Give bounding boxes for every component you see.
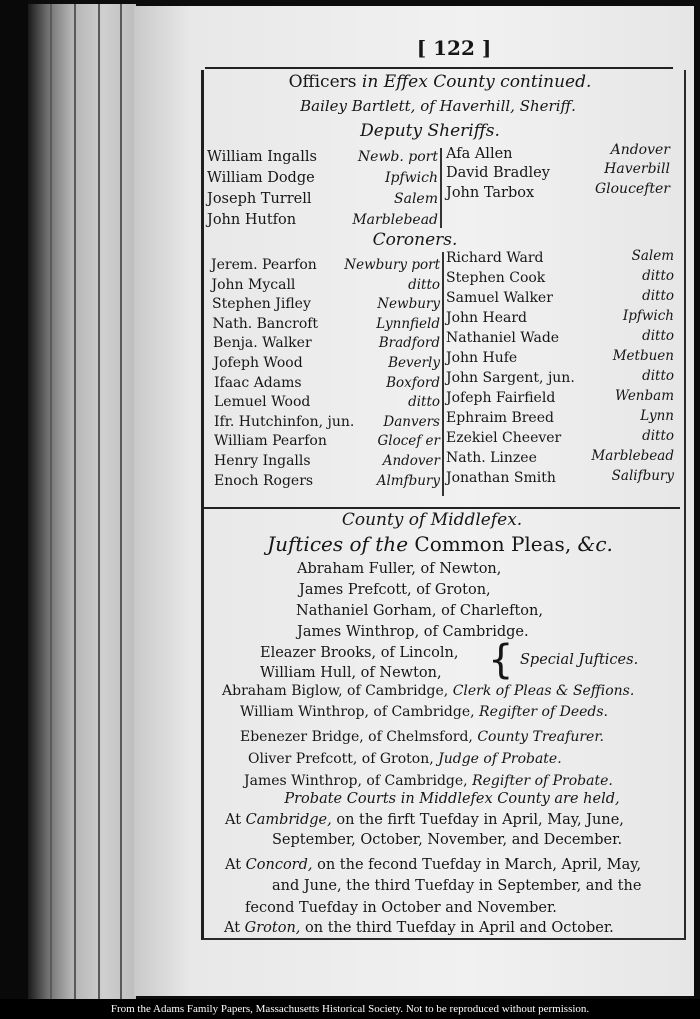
officer-role: Regifter of Deeds. bbox=[479, 704, 608, 720]
officer-name: Oliver Prefcott, of Groton, bbox=[248, 751, 439, 767]
court-line bbox=[272, 878, 641, 894]
justice-1: Abraham Fuller, of Newton, bbox=[297, 561, 502, 577]
deputy-name: John Hutfon bbox=[207, 212, 297, 228]
coroner-name: Ifr. Hutchinfon, jun. bbox=[214, 413, 355, 430]
coroner-place: Metbuen bbox=[612, 348, 674, 364]
brace-icon: { bbox=[488, 637, 514, 683]
coroner-place: Newbury bbox=[377, 296, 440, 313]
coroners-heading: Coroners. bbox=[372, 230, 458, 250]
officer-role: Regifter of Probate. bbox=[472, 773, 613, 789]
court-line bbox=[245, 900, 557, 916]
justices-heading-b: Common Pleas, bbox=[414, 532, 578, 556]
justice-4: James Winthrop, of Cambridge. bbox=[297, 624, 529, 640]
coroner-name: John Sargent, jun. bbox=[446, 370, 575, 386]
court-line-text: on the firft Tuefday in April, May, June, bbox=[331, 812, 624, 828]
justice-2: James Prefcott, of Groton, bbox=[299, 582, 491, 598]
deputy-place: Newb. port bbox=[357, 149, 438, 165]
coroner-place: ditto bbox=[408, 276, 440, 293]
deputy-name: Joseph Turrell bbox=[207, 191, 312, 207]
footer-notice: From the Adams Family Papers, Massachusetts Historical Society. Not to be reproduced without permission. bbox=[0, 999, 700, 1019]
county-officer-row bbox=[240, 704, 608, 720]
court-line-text: and June, the third Tuefday in September, and the bbox=[272, 878, 642, 894]
coroner-name: Jonathan Smith bbox=[446, 470, 556, 486]
sheriff-line: Bailey Bartlett, of Haverhill, Sheriff. bbox=[300, 97, 576, 115]
coroner-name: Jofeph Fairfield bbox=[446, 390, 556, 406]
page-number: [ 122 ] bbox=[416, 36, 492, 60]
coroner-name: Lemuel Wood bbox=[214, 394, 311, 411]
court-line-text: on the fecond Tuefday in March, April, May, bbox=[312, 857, 642, 873]
coroner-name: John Heard bbox=[446, 310, 528, 326]
court-line bbox=[224, 920, 614, 936]
justices-heading-c: &c. bbox=[577, 532, 613, 556]
page-gutter bbox=[28, 4, 136, 999]
coroner-place: Danvers bbox=[383, 413, 440, 430]
officer-name: Ebenezer Bridge, of Chelmsford, bbox=[240, 729, 478, 745]
coroner-place: Boxford bbox=[386, 374, 440, 391]
coroner-name: Stephen Jifley bbox=[212, 296, 311, 313]
coroner-name: Henry Ingalls bbox=[214, 453, 311, 469]
coroner-name: Ephraim Breed bbox=[446, 410, 554, 426]
book-spine bbox=[0, 0, 28, 1000]
court-line bbox=[225, 812, 624, 828]
court-line-town: Concord, bbox=[245, 857, 313, 873]
essex-title bbox=[289, 72, 592, 92]
court-line-lead: At bbox=[225, 812, 246, 828]
officer-name: Abraham Biglow, of Cambridge, bbox=[222, 683, 453, 699]
essex-title-officers: Officers bbox=[288, 72, 362, 92]
coroner-name: John Mycall bbox=[211, 276, 296, 293]
coroner-name: Nath. Bancroft bbox=[212, 315, 319, 332]
coroner-place: Ipfwich bbox=[622, 308, 674, 324]
coroner-place: Lynn bbox=[640, 408, 674, 424]
deputy-name: John Tarbox bbox=[446, 185, 535, 201]
county-officer-row bbox=[240, 729, 604, 745]
section-divider bbox=[204, 507, 680, 509]
coroner-place: Salifbury bbox=[611, 468, 674, 484]
coroner-place: Bradford bbox=[378, 335, 440, 352]
officer-role: Judge of Probate. bbox=[438, 751, 562, 767]
coroner-place: ditto bbox=[642, 288, 674, 304]
court-line-town: Groton, bbox=[244, 920, 301, 936]
coroner-name: William Pearfon bbox=[214, 433, 327, 450]
deputy-place: Gloucefter bbox=[594, 181, 670, 197]
coroner-place: Salem bbox=[631, 248, 674, 264]
deputy-place: Salem bbox=[394, 191, 438, 207]
coroner-place: ditto bbox=[642, 368, 674, 384]
essex-title-rest: in Effex County continued. bbox=[361, 72, 592, 92]
header-rule bbox=[205, 67, 673, 69]
deputy-name: William Ingalls bbox=[207, 149, 317, 165]
special-justice-1: Eleazer Brooks, of Lincoln, bbox=[260, 645, 459, 661]
officer-role: County Treafurer. bbox=[477, 729, 604, 745]
coroner-place: Beverly bbox=[388, 355, 440, 371]
officer-role: Clerk of Pleas & Seffions. bbox=[452, 683, 635, 699]
officer-name: William Winthrop, of Cambridge, bbox=[240, 704, 480, 720]
probate-heading: Probate Courts in Middlefex County are held, bbox=[284, 791, 620, 807]
justices-heading bbox=[267, 532, 613, 556]
coroner-name: John Hufe bbox=[446, 350, 518, 366]
deputy-column-rule bbox=[440, 148, 442, 228]
court-line-lead: At bbox=[225, 857, 246, 873]
coroner-place: Glocef er bbox=[377, 433, 440, 450]
court-line-text: on the third Tuefday in April and October. bbox=[300, 920, 614, 936]
coroner-name: Benja. Walker bbox=[213, 335, 312, 352]
coroner-name: Samuel Walker bbox=[446, 290, 553, 306]
coroner-name: Ezekiel Cheever bbox=[446, 430, 562, 446]
coroner-name: Nath. Linzee bbox=[446, 450, 537, 466]
coroner-place: ditto bbox=[642, 268, 674, 284]
court-line bbox=[272, 832, 622, 848]
county-officer-row bbox=[248, 751, 562, 767]
coroner-name: Stephen Cook bbox=[446, 270, 546, 286]
coroner-place: Marblebead bbox=[591, 448, 674, 464]
coroner-place: Almfbury bbox=[376, 472, 440, 489]
deputy-place: Haverbill bbox=[604, 161, 670, 177]
deputy-name: Afa Allen bbox=[446, 146, 513, 162]
special-justices-label: Special Juftices. bbox=[520, 652, 639, 668]
court-line-text: fecond Tuefday in October and November. bbox=[245, 900, 557, 916]
coroner-place: Andover bbox=[382, 453, 440, 469]
coroner-name: Richard Ward bbox=[446, 250, 544, 266]
coroner-place: Lynnfield bbox=[376, 315, 440, 332]
court-line-town: Cambridge, bbox=[245, 812, 332, 828]
coroner-name: Ifaac Adams bbox=[214, 374, 302, 391]
coroner-name: Jofeph Wood bbox=[213, 355, 303, 371]
coroner-column-rule bbox=[442, 252, 444, 496]
court-line-text: September, October, November, and December. bbox=[272, 832, 623, 848]
deputy-place: Marblebead bbox=[352, 212, 438, 228]
deputy-name: William Dodge bbox=[207, 170, 315, 186]
coroner-name: Jerem. Pearfon bbox=[211, 257, 317, 273]
coroner-place: ditto bbox=[408, 394, 440, 411]
coroner-place: ditto bbox=[642, 428, 674, 444]
deputy-name: David Bradley bbox=[446, 165, 550, 181]
coroner-name: Enoch Rogers bbox=[214, 472, 314, 489]
special-justice-2: William Hull, of Newton, bbox=[260, 665, 442, 681]
deputy-sheriffs-heading: Deputy Sheriffs. bbox=[360, 121, 500, 141]
deputy-place: Ipfwich bbox=[385, 170, 438, 186]
coroner-name: Nathaniel Wade bbox=[446, 330, 560, 346]
coroner-place: Wenbam bbox=[615, 388, 674, 404]
middlesex-heading: County of Middlefex. bbox=[341, 510, 523, 530]
officer-name: James Winthrop, of Cambridge, bbox=[244, 773, 473, 789]
county-officer-row bbox=[222, 683, 634, 699]
court-line bbox=[225, 857, 641, 873]
justice-3: Nathaniel Gorham, of Charlefton, bbox=[296, 603, 543, 619]
coroner-place: Newbury port bbox=[344, 257, 440, 273]
county-officer-row bbox=[244, 773, 613, 789]
coroner-place: ditto bbox=[642, 328, 674, 344]
justices-heading-a: Juftices of the bbox=[267, 532, 415, 556]
deputy-place: Andover bbox=[610, 142, 670, 158]
court-line-lead: At bbox=[224, 920, 245, 936]
